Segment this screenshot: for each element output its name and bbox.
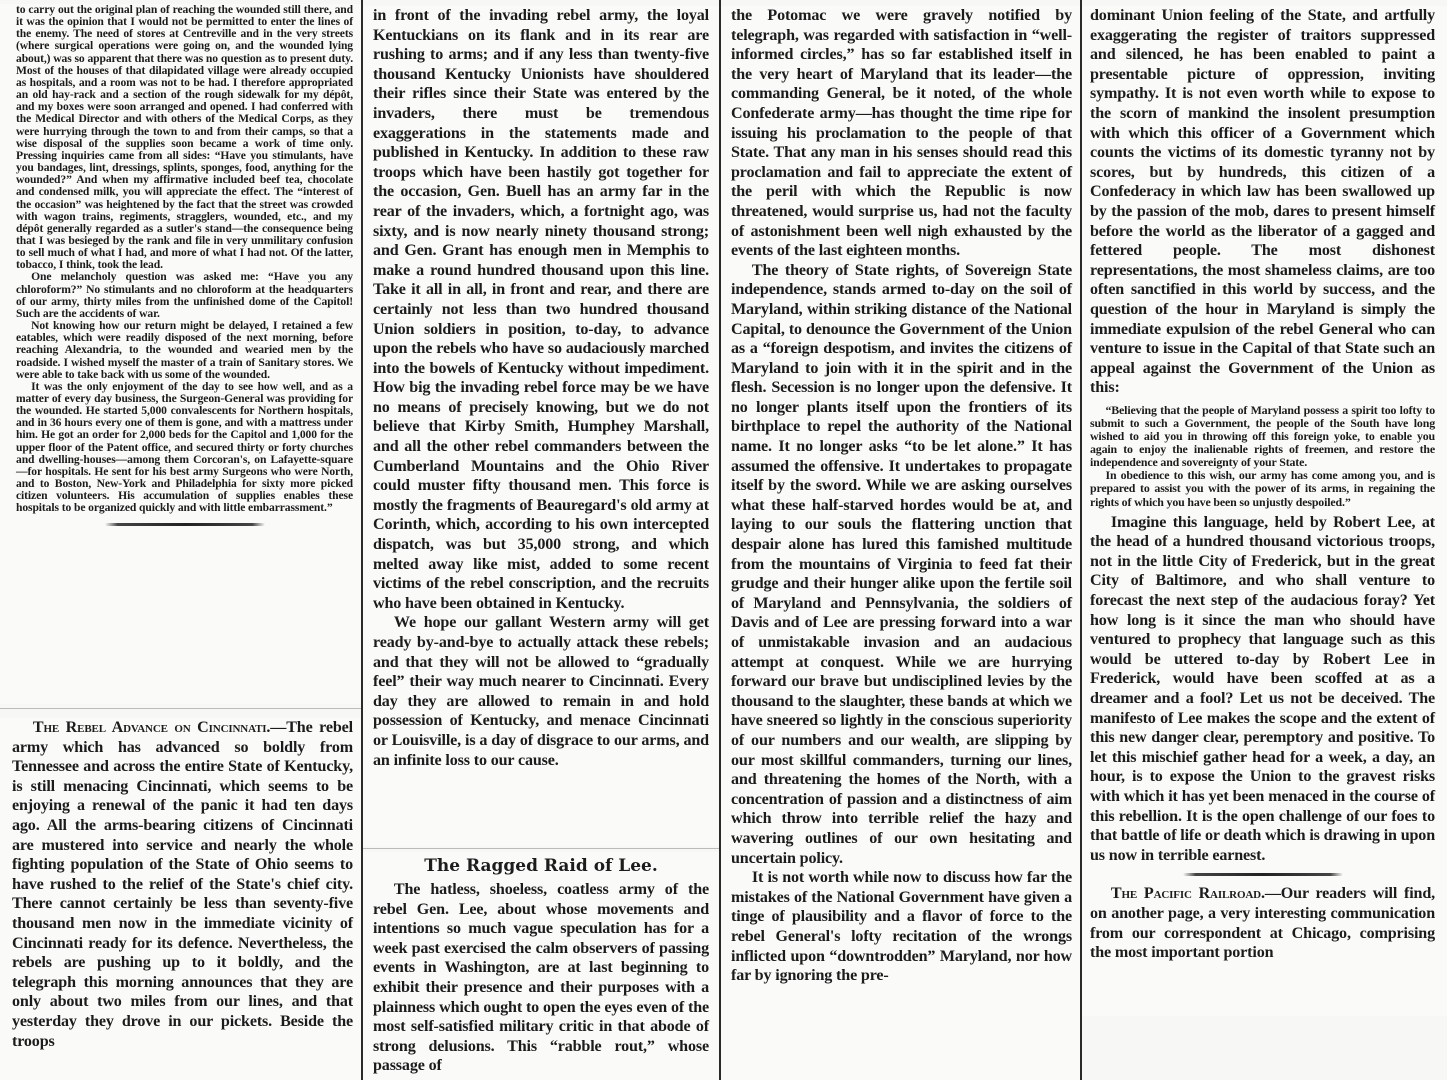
paragraph: It is not worth while now to discuss how far the mistakes of the National Government have given a tinge of plausibility and a flavor of force to the rebel General's lofty recitation of the wrongs inflicted upon “downtrodden” Maryland, nor how far by ignoring the pre-	[731, 869, 1072, 985]
paragraph: We hope our gallant Western army will get ready by-and-bye to actually attack these rebels; and that they will not be allowed to “gradually feel” their way much nearer to Cincinnati. Every day they are allowed to remain in and hold possession of Kentucky, and menace Cincinnati or Louisville, is a day of disgrace to our arms, and an infinite loss to our cause.	[373, 614, 709, 769]
column-1	[0, 0, 361, 1080]
paragraph: Imagine this language, held by Robert Lee, at the head of a hundred thousand victorious troops, not in the little City of Frederick, but in the great City of Baltimore, and who shall venture to forecast the next step of the audacious foray? Yet how long is it since the man who should have ventured to prophecy that language such as this would be uttered to-day by Robert Lee in Frederick, would have been scoffed at as a dreamer and a fool? Let us not be deceived. The manifesto of Lee makes the scope and the extent of this new danger clear, peremptory and positive. To let this mischief gather head for a week, a day, an hour, is to expose the Union to the gravest risks with which it has yet been menaced in the course of this rebellion. It is the open challenge of our foes to that battle of life or death which is drawing in upon us now in terrible earnest.	[1090, 513, 1435, 864]
paragraph: One melancholy question was asked me: “Have you any chloroform?” No stimulants and no chloroform at the headquarters of our army, thirty miles from the unfinished dome of the Capitol! Such are the accidents of war.	[16, 270, 353, 320]
section-divider	[105, 523, 265, 526]
paragraph: in front of the invading rebel army, the loyal Kentuckians on its flank and in its rear are rushing to arms; and if any less than twenty-five thousand Kentucky Unionists have shouldered their rifles since their State was entered by the invaders, there must be tremendous exaggerations in the statements made and published in Kentucky. In addition to these raw troops which have been hastily got together for the occasion, Gen. Buell has an army far in the rear of the invaders, which, a fortnight ago, was sixty, and is now nearly ninety thousand strong; and Gen. Grant has enough men in Memphis to make a round hundred thousand upon this line. Take it all in all, in front and rear, and there are certainly not less than two hundred thousand Union soldiers in position, to-day, to advance upon the rebels who have so audaciously marched into the bowels of Kentucky without impediment. How big the invading rebel force may be we have no means of precisely knowing, but we do not believe that Kirby Smith, Humphey Marshall, and all the other rebel commanders between the Cumberland Mountains and the Ohio River could muster fifty thousand men. This force is mostly the fragments of Beauregard's old army at Corinth, which, according to his own intercepted dispatch, was but 35,000 strong, and which melted away like mist, added to some recent victims of the rebel conscription, and the recruits who have been obtained in Kentucky.	[373, 7, 709, 612]
article-rebel-advance-cincinnati	[0, 718, 361, 1080]
paragraph: the Potomac we were gravely notified by telegraph, was regarded with satisfaction in “well-informed circles,” has so far established itself in the very heart of Maryland that its leader—the commanding General, be it noted, of the whole Confederate army—has thought the time ripe for issuing his proclamation to the people of that State. That any man in his senses should read this proclamation and fail to appreciate the extent of the peril with which the Republic is now threatened, would surprise us, had not the faculty of astonishment been well nigh exhausted by the events of the last eighteen months.	[731, 7, 1072, 260]
paragraph: The hatless, shoeless, coatless army of the rebel Gen. Lee, about whose movements and intentions so much vague speculation has for a week past exercised the calm observers of passing events in Washington, are at last beginning to exhibit their presence and their purposes with a plainness which ought to open the eyes even of the most self-satisfied military critic in that abode of strong delusions. This “rabble rout,” whose passage of	[373, 881, 709, 1075]
quote-paragraph: “Believing that the people of Maryland possess a spirit too lofty to submit to such a Government, the people of the South have long wished to aid you in throwing off this foreign yoke, to enable you again to enjoy the inalienable rights of freemen, and restore the independence and sovereignty of your State.	[1090, 402, 1435, 470]
paragraph: It was the only enjoyment of the day to see how well, and as a matter of every day business, the Surgeon-General was providing for the wounded. He started 5,000 convalescents for Northern hospitals, and in 36 hours every one of them is gone, and with a mattress under him. He got an order for 2,000 beds for the Capitol and 1,000 for the upper floor of the Patent office, and secured thirty or forty churches and dwelling-houses—among them Corcoran's, on Lafayette-square—for hospitals. He sent for his best army Surgeons who were North, and to Boston, New-York and Philadelphia for sixty more picked citizen volunteers. His accumulation of supplies enables these hospitals to be organized quickly and with little embarrassment.”	[16, 379, 353, 515]
article-title: The Pacific Railroad.	[1110, 885, 1265, 903]
article-ragged-raid-of-lee	[363, 852, 719, 1080]
article-sanitary-report	[0, 4, 361, 704]
column-4	[1082, 0, 1447, 1080]
paragraph: dominant Union feeling of the State, and artfully exaggerating the register of traitors suppressed and silenced, he has been enabled to paint a presentable picture of oppression, inviting sympathy. It is not even worth while to expose to the scorn of mankind the insolent presumption with which this officer of a Government which counts the victims of its domestic tyranny not by scores, but by hundreds, this citizen of a Confederacy in which law has been swallowed up by the passion of the mob, dares to present himself before the world as the liberator of a gagged and fettered people. The most dishonest representations, the most shameless claims, are too often sanctified in this world by success, and the question of the hour in Maryland is simply the immediate expulsion of the rebel General who can venture to issue in the Capital of that State such an appeal against the Government of the Union as this:	[1090, 7, 1435, 397]
article-title: The Rebel Advance on Cincinnati.	[32, 719, 271, 736]
quote-paragraph: In obedience to this wish, our army has come among you, and is prepared to assist you with the power of its arms, in regaining the rights of which you have been so unjustly despoiled.”	[1090, 468, 1435, 509]
column-3	[721, 0, 1080, 1080]
article-kentucky-continued	[363, 6, 719, 846]
paragraph: The theory of State rights, of Sovereign State independence, stands armed to-day on the soil of Maryland, within striking distance of the National Capital, to denounce the Government of the Union as a “foreign despotism, and invites the citizens of Maryland to join with it in the spirit and in the flesh. Secession is no longer upon the defensive. It no longer plants itself upon the frontiers of its birthplace to repel the authority of the National name. It no longer asks “to be let alone.” It has assumed the offensive. It undertakes to propagate itself by the sword. While we are asking ourselves what these half-starved hordes would be at, and laying to our souls the flattering unction that despair alone has lured this famished multitude from the mountains of Virginia to feed fat their grudge and their hunger alike upon the fertile soil of Maryland and Pennsylvania, the soldiers of Davis and of Lee are pressing forward into a war of unmistakable invasion and an audacious attempt at conquest. While we are hurrying forward our brave but undisciplined levies by the thousand to the slaughter, these bands at which we have sneered so lightly in the conscious superiority of our numbers and our wealth, are slipping by our most skillful commanders, turning our lines, and threatening the homes of the North, with a concentration of passion and a distinctness of aim which throw into terrible relief the hazy and wavering outlines of our own hesitating and uncertain policy.	[731, 261, 1072, 867]
paragraph: The Pacific Railroad.—Our readers will find, on another page, a very interesting communication from our correspondent at Chicago, comprising the most important portion	[1090, 885, 1435, 962]
article-title: The Ragged Raid of Lee.	[424, 856, 658, 876]
paragraph: Not knowing how our return might be delayed, I retained a few eatables, which were readily disposed of the next morning, before reaching Alexandria, to the wounded and wearied men by the roadside. I wished myself the master of a train of Sanitary stores. We were able to take back with us some of the wounded.	[16, 319, 353, 381]
column-2	[363, 0, 719, 1080]
clip-edge	[0, 708, 361, 709]
paragraph: to carry out the original plan of reaching the wounded still there, and it was the opinion that I would not be permitted to enter the lines of the enemy. The need of stores at Centreville and in the very streets (where surgical operations were going on, and the wounded lying about,) was so apparent that there was no question as to present duty. Most of the houses of that dilapidated village were already occupied as hospitals, and a room was not to be had. I therefore appropriated an old hay-rack and a section of the rough sidewalk for my dépôt, and my boxes were soon arranged and opened. I had conferred with the Medical Director and with others of the Medical Corps, as they were hurrying through the town to and from their camps, so that a wise disposal of the supplies soon became a work of time only. Pressing inquiries came from all sides: “Have you stimulants, have you bandages, lint, dressings, splints, sponges, food, anything for the wounded?” And when my affirmative included beef tea, chocolate and condensed milk, you will appreciate the effect. The “interest of the occasion” was heightened by the fact that the street was crowded with wagon trains, regiments, stragglers, wounded, etc., and my dépôt generally regarded as a sutler's stand—the consequence being that I was besieged by the rank and file in very unmilitary confusion to sell much of what I had, and more of what I had not. Of the latter, tobacco, I think, took the lead.	[16, 4, 353, 272]
article-lee-proclamation	[1082, 6, 1447, 1016]
proclamation-quote	[1090, 404, 1435, 509]
article-ragged-raid-continued	[721, 6, 1080, 1080]
clip-edge	[363, 848, 719, 849]
section-divider	[1183, 873, 1343, 876]
paragraph: The Rebel Advance on Cincinnati.—The rebel army which has advanced so boldly from Tennessee and across the entire State of Kentucky, is still menacing Cincinnati, which seems to be enjoying a renewal of the panic it had ten days ago. All the arms-bearing citizens of Cincinnati are mustered into service and nearly the whole fighting population of the State of Ohio seems to have rushed to the relief of the State's chief city. There cannot certainly be less than seventy-five thousand men now in the immediate vicinity of Cincinnati ready for its defence. Nevertheless, the rebels are pushing up to it boldly, and the telegraph this morning announces that they are only about two miles from our lines, and that yesterday they drove in our pickets. Beside the troops	[12, 719, 353, 1050]
